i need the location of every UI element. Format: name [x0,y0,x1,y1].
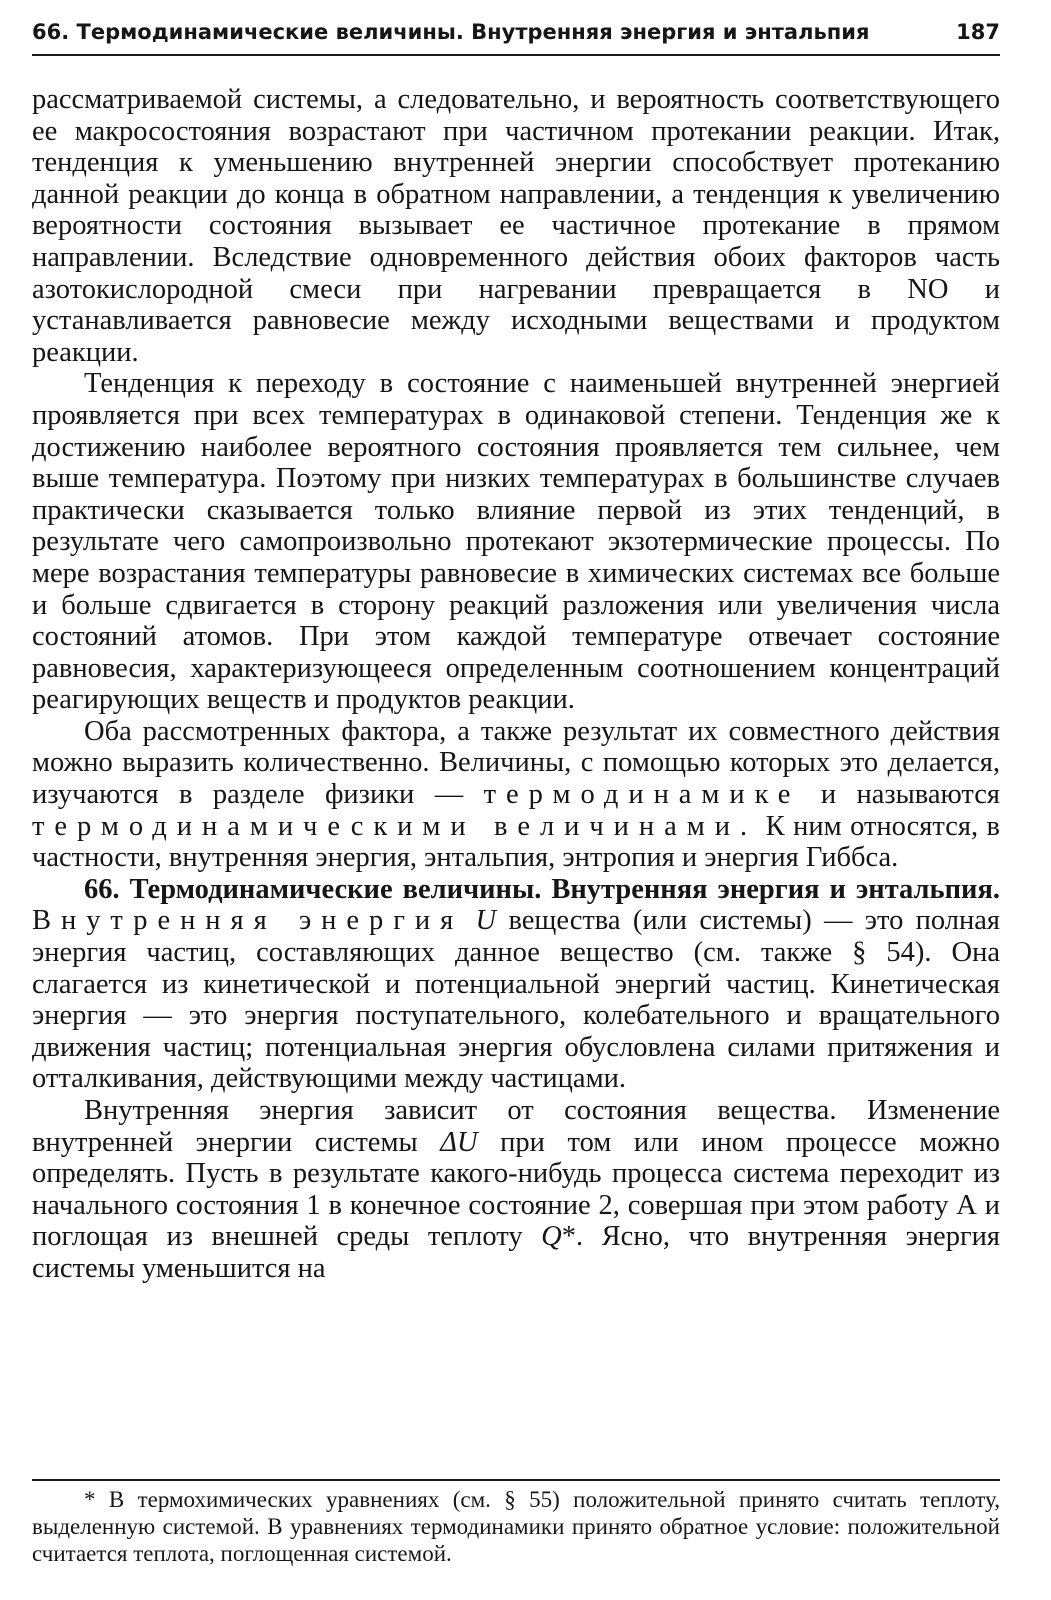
term-internal-energy: Внутренняя энергия [32,905,464,937]
footnote-marker: *. [561,1221,584,1253]
symbol-u: U [475,905,497,937]
footnote: * В термохимических уравнениях (см. § 55) положительной принято считать теплоту, выделенную системой. В уравнениях термодинамики принято обратное условие: положительной считается теплота, поглощенная системой. [32,1487,1000,1566]
paragraph-3-text-a: Оба рассмотренных фактора, а также результат их совместного действия можно выразить количественно. Величины, с помощью которых это делается, изучаются в разделе физики — [32,715,1000,811]
running-header [32,16,1000,48]
paragraph-1: рассматриваемой системы, а следовательно, и вероятность соответствующего ее макросостояния возрастают при частичном протекании реакции. Итак, тенденция к уменьшению внутренней энергии способствует протеканию данной реакции до конца в обратном направлении, а тенденция к увеличению вероятности состояния вызывает ее частичное протекание в прямом направлении. Вследствие одновременного действия обоих факторов часть азотокислородной смеси при нагревании превращается в NO и устанавливается равновесие между исходными веществами и продуктом реакции. [32,84,1000,368]
paragraph-4-text: вещества (или системы) — это полная энергия частиц, составляющих данное вещество (см. также § 54). Она слагается из кинетической и потенциальной энергий частиц. Кинетическая энергия — это энергия поступательного, колебательного и вращательного движения частиц; потенциальная энергия обусловлена силами притяжения и отталкивания, действующими между частицами. [32,905,1001,1095]
paragraph-2: Тенденция к переходу в состояние с наименьшей внутренней энергией проявляется при всех температурах в одинаковой степени. Тенденция же к достижению наиболее вероятного состояния проявляется тем сильнее, чем выше температура. Поэтому при низких температурах в большинстве случаев практически сказывается только влияние первой из этих тенденций, в результате чего самопроизвольно протекают экзотермические процессы. По мере возрастания температуры равновесие в химических системах все больше и больше сдвигается в сторону реакций разложения или увеличения числа состояний атомов. При этом каждой температуре отвечает состояние равновесия, характеризующееся определенным соотношением концентраций реагирующих веществ и продуктов реакции. [32,368,1000,716]
running-title: 66. Термодинамические величины. Внутренняя энергия и энтальпия [32,20,870,44]
section-heading: 66. Термодинамические величины. Внутренняя энергия и энтальпия. [84,873,1000,905]
term-thermodynamic-quantities: термодинамическими величинами. [32,810,758,842]
symbol-q: Q [541,1221,562,1253]
paragraph-5-text-a: Внутренняя энергия зависит от состояния вещества. Изменение внутренней энергии системы [32,1095,1000,1158]
paragraph-5-text-b: при том или ином процессе можно определять. Пусть в результате какого-нибудь процесса система переходит из начального состояния 1 в конечное состояние 2, совершая при этом работу А и поглощая из внешней среды теплоту [32,1126,1001,1253]
paragraph-3 [32,716,1000,874]
symbol-delta-u: ΔU [440,1126,478,1158]
paragraph-4 [32,874,1000,1095]
page-number: 187 [956,20,1000,44]
header-rule [32,54,1000,56]
term-thermodynamics: термодинамике [483,779,801,811]
footnote-rule [32,1479,1000,1481]
page-body [32,84,1000,1285]
paragraph-5-text-c: Ясно, что внутренняя энергия системы уменьшится на [32,1221,1001,1284]
paragraph-3-text-c: К ним относятся, в частности, внутренняя энергия, энтальпия, энтропия и энергия Гиббса. [32,810,1001,874]
paragraph-3-text-b: и называются [820,779,1000,811]
paragraph-5 [32,1095,1000,1285]
